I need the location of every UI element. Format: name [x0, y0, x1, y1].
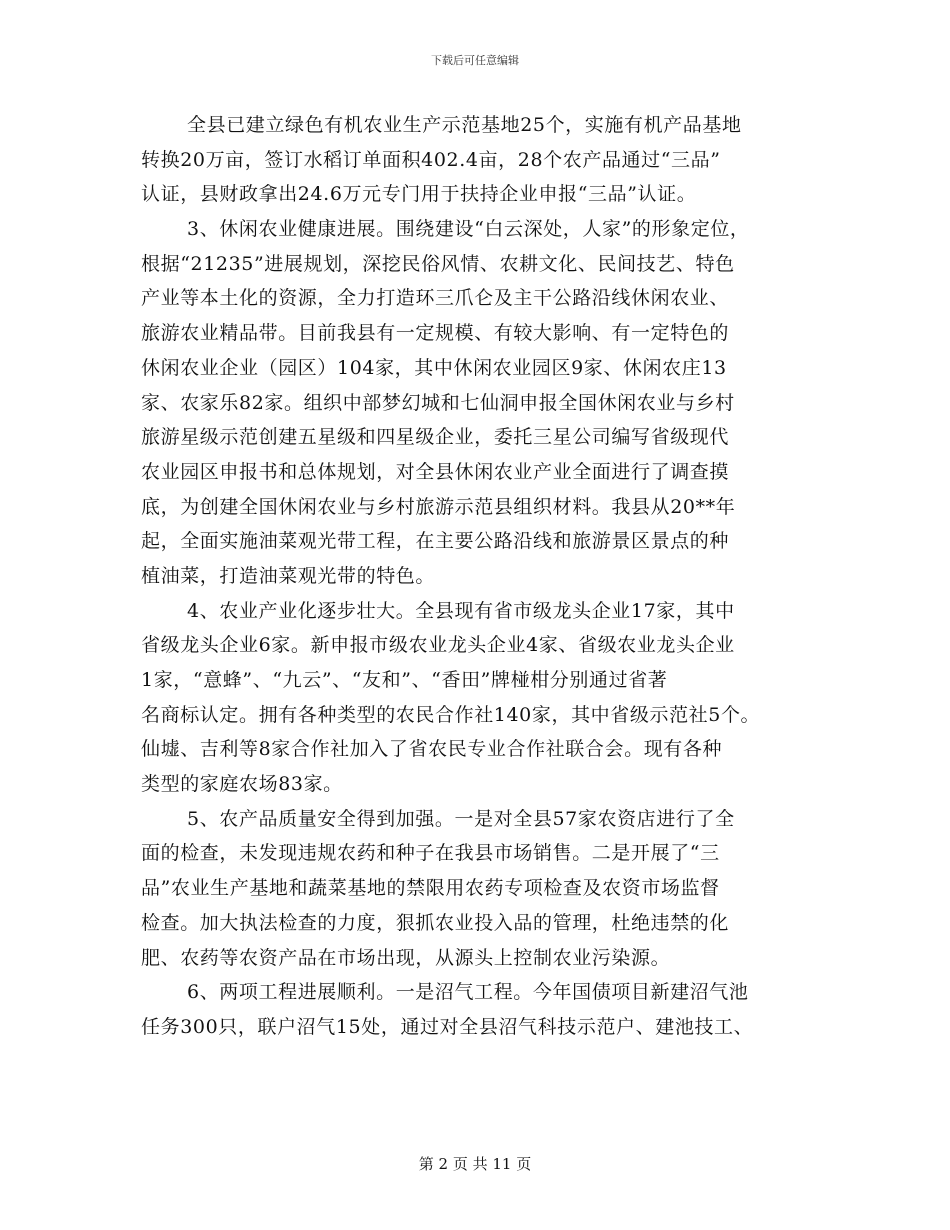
- text-line: 植油菜，打造油菜观光带的特色。: [141, 564, 436, 587]
- text-line: 旅游星级示范创建五星级和四星级企业，委托三星公司编写省级现代: [141, 426, 730, 449]
- text-line: 认证，县财政拿出24.6万元专门用于扶持企业申报“三品”认证。: [141, 183, 697, 206]
- document-body: [141, 108, 829, 1045]
- text-line: 起，全面实施油菜观光带工程，在主要公路沿线和旅游景区景点的种: [141, 530, 730, 553]
- text-line: 5、农产品质量安全得到加强。一是对全县57家农资店进行了全: [187, 807, 735, 830]
- text-line: 任务300只，联户沼气15处，通过对全县沼气科技示范户、建池技工、: [141, 1015, 754, 1038]
- text-line: 4、农业产业化逐步壮大。全县现有省市级龙头企业17家，其中: [187, 599, 735, 622]
- text-line: 底，为创建全国休闲农业与乡村旅游示范县组织材料。我县从20**年: [141, 495, 736, 518]
- text-line: 面的检查，未发现违规农药和种子在我县市场销售。二是开展了“三: [141, 842, 720, 865]
- page-header-note: 下载后可任意编辑: [431, 54, 519, 67]
- text-line: 仙墟、吉利等8家合作社加入了省农民专业合作社联合会。现有各种: [141, 738, 723, 761]
- text-line: 产业等本土化的资源，全力打造环三爪仑及主干公路沿线休闲农业、: [141, 287, 730, 310]
- text-line: 类型的家庭农场83家。: [141, 773, 343, 796]
- page-number: 第 2 页 共 11 页: [418, 1155, 532, 1173]
- text-line: 农业园区申报书和总体规划，对全县休闲农业产业全面进行了调查摸: [141, 460, 730, 483]
- text-line: 检查。加大执法检查的力度，狠抓农业投入品的管理，杜绝违禁的化: [141, 911, 730, 934]
- text-line: 品”农业生产基地和蔬菜基地的禁限用农药专项检查及农资市场监督: [141, 877, 720, 900]
- text-line: 转换20万亩，签订水稻订单面积402.4亩，28个农产品通过“三品”: [141, 148, 721, 171]
- text-line: 省级龙头企业6家。新申报市级农业龙头企业4家、省级农业龙头企业: [141, 634, 735, 657]
- text-line: 1家，“意蜂”、“九云”、“友和”、“香田”牌椪柑分别通过省著: [141, 669, 668, 691]
- text-line: 旅游农业精品带。目前我县有一定规模、有较大影响、有一定特色的: [141, 322, 730, 345]
- text-line: 名商标认定。拥有各种类型的农民合作社140家，其中省级示范社5个。: [141, 703, 761, 726]
- text-line: 根据“21235”进展规划，深挖民俗风情、农耕文化、民间技艺、特色: [141, 252, 735, 275]
- text-line: 休闲农业企业（园区）104家，其中休闲农业园区9家、休闲农庄13: [141, 356, 727, 379]
- text-line: 肥、农药等农资产品在市场出现，从源头上控制农业污染源。: [141, 946, 671, 969]
- text-line: 6、两项工程进展顺利。一是沼气工程。今年国债项目新建沼气池: [187, 981, 749, 1004]
- text-line: 全县已建立绿色有机农业生产示范基地25个，实施有机产品基地: [187, 114, 742, 136]
- text-line: 家、农家乐82家。组织中部梦幻城和七仙洞申报全国休闲农业与乡村: [141, 391, 735, 414]
- text-line: 3、休闲农业健康进展。围绕建设“白云深处，人家”的形象定位，: [187, 218, 750, 241]
